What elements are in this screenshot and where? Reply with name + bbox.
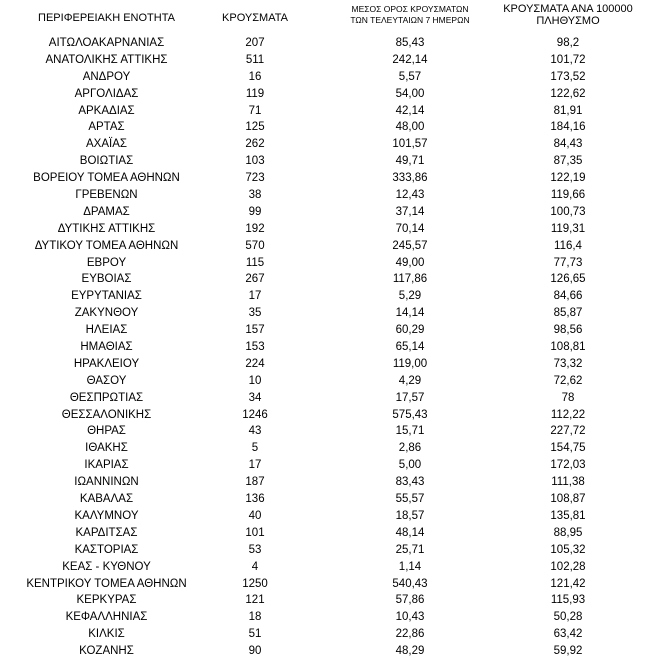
table-row [0, 221, 650, 238]
header-per100k-line2: ΠΛΗΘΥΣΜΟ [536, 15, 600, 27]
table-row [0, 373, 650, 390]
cell-region: ΘΕΣΠΡΩΤΙΑΣ [69, 391, 144, 404]
table-row [0, 136, 650, 153]
cell-region: ΑΝΑΤΟΛΙΚΗΣ ΑΤΤΙΚΗΣ [45, 53, 168, 66]
cell-region: ΙΚΑΡΙΑΣ [84, 459, 129, 472]
cell-region: ΙΘΑΚΗΣ [85, 442, 128, 455]
cell-cases: 35 [248, 307, 262, 320]
table-row [0, 86, 650, 103]
cell-region: ΚΕΦΑΛΛΗΝΙΑΣ [65, 611, 148, 624]
cell-per100k: 111,38 [551, 476, 585, 489]
cell-cases: 17 [248, 459, 262, 472]
cell-per100k: 135,81 [550, 509, 586, 522]
table-row [0, 491, 650, 508]
cell-cases: 153 [245, 341, 265, 354]
table-row [0, 52, 650, 69]
cell-region: ΔΥΤΙΚΗΣ ΑΤΤΙΚΗΣ [57, 222, 156, 235]
cell-region: ΗΜΑΘΙΑΣ [80, 341, 133, 354]
cell-avg: 17,57 [395, 391, 425, 404]
cell-region: ΚΕΑΣ - ΚΥΘΝΟΥ [62, 560, 151, 573]
cell-cases: 119 [245, 87, 265, 100]
table-row [0, 423, 650, 440]
cell-cases: 262 [245, 138, 265, 151]
table-row [0, 356, 650, 373]
cell-avg: 540,43 [392, 577, 428, 590]
cell-avg: 575,43 [392, 408, 428, 421]
cell-cases: 192 [245, 222, 265, 235]
cell-avg: 117,86 [392, 273, 428, 286]
cell-per100k: 88,95 [553, 526, 583, 539]
table-row [0, 592, 650, 609]
cell-avg: 14,14 [395, 307, 425, 320]
cell-region: ΓΡΕΒΕΝΩΝ [75, 189, 138, 202]
cell-region: ΑΝΔΡΟΥ [82, 70, 131, 83]
cell-avg: 119,00 [392, 357, 428, 370]
cell-cases: 570 [245, 239, 265, 252]
cell-per100k: 112,22 [550, 408, 586, 421]
cell-per100k: 122,19 [550, 172, 586, 185]
table-row [0, 407, 650, 424]
cell-region: ΔΡΑΜΑΣ [83, 205, 130, 218]
table-row [0, 103, 650, 120]
cell-per100k: 84,43 [553, 138, 583, 151]
cell-per100k: 108,81 [550, 341, 586, 354]
cell-region: ΔΥΤΙΚΟΥ ΤΟΜΕΑ ΑΘΗΝΩΝ [34, 239, 179, 252]
cell-per100k: 50,28 [553, 611, 583, 624]
table-row [0, 609, 650, 626]
cell-per100k: 73,32 [553, 357, 583, 370]
cell-avg: 5,29 [398, 290, 422, 303]
cell-cases: 125 [245, 121, 265, 134]
cell-cases: 136 [245, 493, 265, 506]
table-row [0, 119, 650, 136]
cell-avg: 5,57 [398, 70, 422, 83]
cell-region: ΕΒΡΟΥ [86, 256, 127, 269]
table-row [0, 238, 650, 255]
cell-region: ΒΟΙΩΤΙΑΣ [79, 155, 134, 168]
table-row [0, 542, 650, 559]
cell-avg: 54,00 [395, 87, 425, 100]
cell-region: ΑΙΤΩΛΟΑΚΑΡΝΑΝΙΑΣ [48, 37, 165, 49]
header-avg-line1: ΜΕΣΟΣ ΟΡΟΣ ΚΡΟΥΣΜΑΤΩΝ [351, 4, 469, 14]
table-row [0, 576, 650, 593]
cell-cases: 53 [248, 543, 262, 556]
cell-avg: 70,14 [395, 222, 425, 235]
header-avg-line2: ΤΩΝ ΤΕΛΕΥΤΑΙΩΝ 7 ΗΜΕΡΩΝ [350, 15, 470, 25]
cell-per100k: 119,31 [550, 222, 586, 235]
cell-avg: 49,00 [395, 256, 425, 269]
cell-per100k: 173,52 [550, 70, 586, 83]
cell-per100k: 101,72 [550, 53, 586, 66]
cell-cases: 187 [245, 476, 265, 489]
cell-cases: 40 [248, 509, 262, 522]
table-row [0, 204, 650, 221]
table-row [0, 559, 650, 576]
header-per100k [488, 3, 648, 27]
cell-region: ΒΟΡΕΙΟΥ ΤΟΜΕΑ ΑΘΗΝΩΝ [33, 172, 180, 185]
cell-cases: 267 [245, 273, 265, 286]
cell-region: ΚΟΖΑΝΗΣ [79, 645, 134, 658]
cell-per100k: 85,87 [553, 307, 583, 320]
table-row [0, 271, 650, 288]
cell-per100k: 78 [561, 391, 575, 404]
table-row [0, 69, 650, 86]
cell-avg: 2,86 [398, 442, 422, 455]
cell-avg: 55,57 [395, 493, 425, 506]
cell-region: ΚΕΝΤΡΙΚΟΥ ΤΟΜΕΑ ΑΘΗΝΩΝ [26, 577, 187, 590]
cell-cases: 51 [248, 628, 262, 641]
cell-region: ΚΑΛΥΜΝΟΥ [74, 509, 139, 522]
cell-cases: 38 [248, 189, 262, 202]
cell-region: ΑΡΓΟΛΙΔΑΣ [74, 87, 139, 100]
cell-avg: 57,86 [395, 594, 425, 607]
cell-avg: 25,71 [395, 543, 425, 556]
cell-avg: 1,14 [398, 560, 422, 573]
cell-region: ΘΕΣΣΑΛΟΝΙΚΗΣ [61, 408, 152, 421]
table-body [0, 35, 650, 660]
cell-region: ΚΑΡΔΙΤΣΑΣ [75, 526, 138, 539]
table-row [0, 440, 650, 457]
table-row [0, 525, 650, 542]
cell-avg: 85,43 [395, 37, 425, 49]
cell-avg: 65,14 [395, 341, 425, 354]
cell-avg: 242,14 [392, 53, 428, 66]
cell-per100k: 126,65 [550, 273, 586, 286]
table-row [0, 474, 650, 491]
cell-cases: 1246 [242, 408, 268, 421]
cell-cases: 723 [245, 172, 265, 185]
table-row [0, 170, 650, 187]
cell-per100k: 72,62 [553, 374, 583, 387]
table-row [0, 153, 650, 170]
cell-cases: 10 [248, 374, 262, 387]
cell-cases: 16 [248, 70, 262, 83]
cell-avg: 333,86 [392, 172, 428, 185]
cell-per100k: 116,4 [554, 239, 582, 252]
table-row [0, 255, 650, 272]
cell-avg: 49,71 [395, 155, 425, 168]
cell-cases: 4 [251, 560, 259, 573]
cell-cases: 1250 [242, 577, 268, 590]
cell-region: ΘΑΣΟΥ [86, 374, 127, 387]
cell-avg: 60,29 [395, 324, 425, 337]
cell-per100k: 98,2 [556, 37, 580, 49]
cell-cases: 207 [245, 37, 265, 49]
cell-per100k: 98,56 [553, 324, 583, 337]
cell-region: ΚΑΣΤΟΡΙΑΣ [74, 543, 139, 556]
cell-per100k: 172,03 [550, 459, 586, 472]
cell-per100k: 84,66 [553, 290, 583, 303]
cell-cases: 99 [248, 205, 262, 218]
cell-cases: 103 [245, 155, 265, 168]
cell-per100k: 119,66 [550, 189, 586, 202]
cell-region: ΑΡΤΑΣ [88, 121, 125, 134]
table-row [0, 390, 650, 407]
cell-avg: 37,14 [395, 205, 425, 218]
cell-cases: 5 [251, 442, 259, 455]
cell-per100k: 184,16 [550, 121, 586, 134]
header-region: ΠΕΡΙΦΕΡΕΙΑΚΗ ΕΝΟΤΗΤΑ [38, 12, 175, 24]
cell-region: ΖΑΚΥΝΘΟΥ [74, 307, 139, 320]
cell-per100k: 121,42 [550, 577, 586, 590]
cell-avg: 48,00 [395, 121, 425, 134]
header-avg [330, 4, 490, 26]
cell-region: ΘΗΡΑΣ [87, 425, 126, 438]
cell-per100k: 122,62 [550, 87, 586, 100]
cell-avg: 48,29 [395, 645, 425, 658]
table-row [0, 187, 650, 204]
table-row [0, 288, 650, 305]
cell-region: ΕΥΡΥΤΑΝΙΑΣ [71, 290, 142, 303]
header-per100k-line1: ΚΡΟΥΣΜΑΤΑ ΑΝΑ 100000 [503, 3, 633, 15]
table-row [0, 457, 650, 474]
cell-avg: 22,86 [395, 628, 425, 641]
cell-cases: 121 [245, 594, 265, 607]
cell-per100k: 115,93 [550, 594, 586, 607]
cell-avg: 42,14 [395, 104, 425, 117]
cell-cases: 115 [245, 256, 265, 269]
cell-cases: 17 [248, 290, 262, 303]
cell-per100k: 102,28 [550, 560, 586, 573]
cell-per100k: 81,91 [553, 104, 583, 117]
table-row [0, 339, 650, 356]
cell-cases: 224 [245, 357, 265, 370]
cell-avg: 15,71 [395, 425, 425, 438]
cell-region: ΗΛΕΙΑΣ [85, 324, 128, 337]
table-row [0, 322, 650, 339]
cell-avg: 245,57 [392, 239, 428, 252]
cell-cases: 511 [245, 53, 265, 66]
cell-per100k: 227,72 [550, 425, 586, 438]
cell-cases: 101 [245, 526, 265, 539]
cell-avg: 10,43 [395, 611, 425, 624]
cell-region: ΚΕΡΚΥΡΑΣ [76, 594, 137, 607]
header-cases: ΚΡΟΥΣΜΑΤΑ [222, 12, 288, 24]
cell-region: ΙΩΑΝΝΙΝΩΝ [74, 476, 139, 489]
cell-avg: 101,57 [392, 138, 428, 151]
cell-cases: 18 [248, 611, 262, 624]
cell-per100k: 154,75 [550, 442, 586, 455]
table-row [0, 508, 650, 525]
cell-region: ΑΧΑΪΑΣ [86, 138, 127, 151]
cell-per100k: 87,35 [553, 155, 583, 168]
cell-per100k: 105,32 [550, 543, 586, 556]
cell-avg: 4,29 [398, 374, 422, 387]
cell-cases: 157 [245, 324, 265, 337]
table-row [0, 643, 650, 660]
cell-region: ΚΑΒΑΛΑΣ [79, 493, 134, 506]
cell-avg: 48,14 [395, 526, 425, 539]
cell-region: ΕΥΒΟΙΑΣ [81, 273, 132, 286]
cell-cases: 90 [248, 645, 262, 658]
cell-cases: 71 [248, 104, 262, 117]
cell-region: ΚΙΛΚΙΣ [88, 628, 125, 641]
cell-region: ΑΡΚΑΔΙΑΣ [78, 104, 135, 117]
cell-region: ΗΡΑΚΛΕΙΟΥ [73, 357, 140, 370]
cell-avg: 18,57 [395, 509, 425, 522]
cell-per100k: 108,87 [550, 493, 586, 506]
cell-per100k: 63,42 [553, 628, 583, 641]
cell-per100k: 59,92 [553, 645, 583, 658]
cell-cases: 43 [248, 425, 262, 438]
cell-per100k: 77,73 [553, 256, 583, 269]
cell-avg: 12,43 [395, 189, 425, 202]
cell-avg: 5,00 [398, 459, 422, 472]
cell-avg: 83,43 [395, 476, 425, 489]
table-row [0, 305, 650, 322]
table-row [0, 35, 650, 52]
cell-cases: 34 [248, 391, 262, 404]
table-row [0, 626, 650, 643]
cell-per100k: 100,73 [550, 205, 586, 218]
